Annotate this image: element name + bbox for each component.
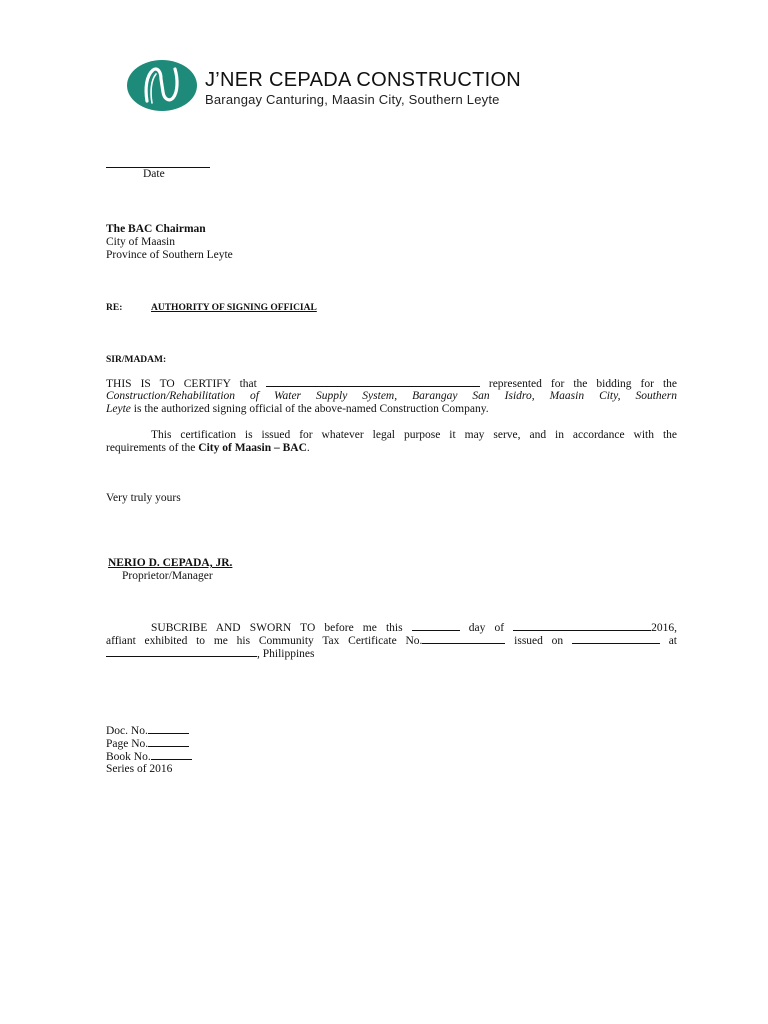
page-no-blank	[148, 737, 189, 747]
signer-title: Proprietor/Manager	[122, 570, 213, 582]
company-address: Barangay Canturing, Maasin City, Southern Leyte	[205, 92, 500, 107]
jurat-line-1	[151, 621, 677, 635]
book-no-label: Book No.	[106, 751, 151, 763]
jurat-month-year	[513, 622, 677, 634]
series-line: Series of 2016	[106, 763, 173, 775]
jurat-issued-on: issued on	[514, 635, 564, 647]
jurat-philippines: , Philippines	[257, 648, 315, 660]
addressee-province: Province of Southern Leyte	[106, 249, 233, 261]
day-blank-line	[412, 621, 460, 631]
name-blank-line	[266, 377, 480, 387]
requirements-prefix: requirements of the	[106, 442, 199, 454]
body-paragraph-2-line-2	[106, 442, 677, 455]
book-no-line	[106, 750, 192, 764]
addressee-name: The BAC Chairman	[106, 223, 206, 235]
project-location-end: Leyte	[106, 403, 131, 415]
ctc-blank-line	[422, 634, 505, 644]
body-paragraph-2-line-1: This certification is issued for whatever legal purpose it may serve, and in accordance with the	[151, 429, 677, 441]
company-logo	[126, 59, 198, 112]
jurat-sworn-text: SUBCRIBE AND SWORN TO before me this	[151, 622, 403, 634]
requirements-suffix: .	[306, 442, 310, 454]
doc-no-label: Doc. No.	[106, 725, 148, 737]
salutation: SIR/MADAM:	[106, 355, 167, 365]
addressee-city: City of Maasin	[106, 236, 175, 248]
company-name: J’NER CEPADA CONSTRUCTION	[205, 69, 522, 91]
doc-no-blank	[148, 724, 189, 734]
requirements-entity: City of Maasin – BAC	[198, 442, 307, 454]
issued-date-blank-line	[572, 634, 660, 644]
doc-no-line	[106, 724, 189, 738]
page-no-line	[106, 737, 189, 751]
closing: Very truly yours	[106, 492, 181, 504]
jurat-ctc-group	[106, 635, 505, 647]
place-blank-line	[106, 647, 257, 657]
body-paragraph-1-line-3	[106, 403, 677, 416]
jurat-year: 2016,	[651, 622, 677, 634]
jurat-line-3	[106, 647, 677, 661]
certify-prefix: THIS IS TO CERTIFY that	[106, 378, 257, 390]
date-label: Date	[143, 168, 165, 180]
jurat-line-2	[106, 634, 677, 648]
body-paragraph-1-line-1	[106, 377, 677, 391]
book-no-blank	[151, 750, 192, 760]
jurat-day-of: day of	[468, 622, 505, 634]
body-paragraph-1-line-2: Construction/Rehabilitation of Water Supply System, Barangay San Isidro, Maasin City, Southern	[106, 390, 677, 402]
jurat-ctc-text: affiant exhibited to me his Community Tax Certificate No.	[106, 635, 423, 647]
signer-name: NERIO D. CEPADA, JR.	[108, 557, 233, 569]
re-label: RE:	[106, 303, 123, 313]
jurat-at: at	[668, 635, 678, 647]
month-blank-line	[513, 621, 651, 631]
page-no-label: Page No.	[106, 738, 149, 750]
certify-end: is the authorized signing official of the above-named Construction Company.	[130, 403, 489, 415]
re-subject: AUTHORITY OF SIGNING OFFICIAL	[151, 303, 317, 313]
certify-suffix: represented for the bidding for the	[488, 378, 678, 390]
